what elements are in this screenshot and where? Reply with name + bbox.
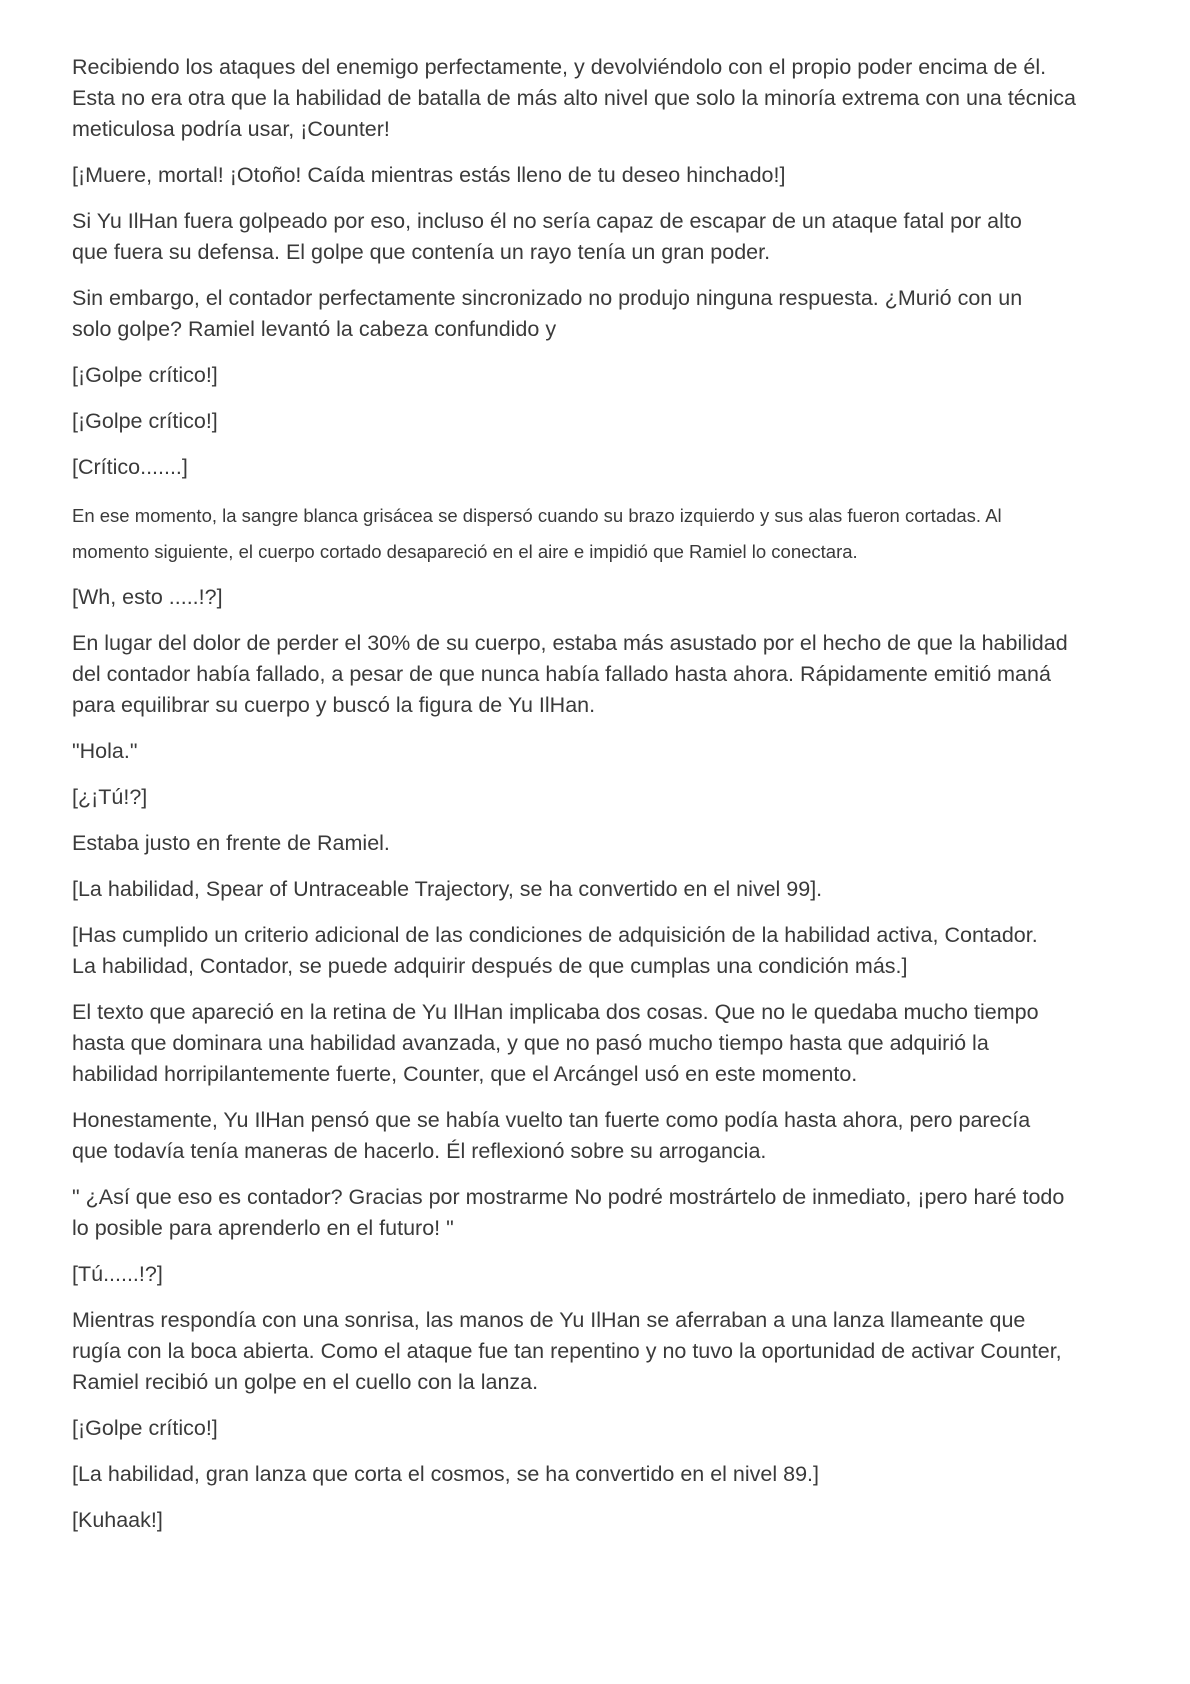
paragraph [72,360,1112,391]
text-line: [Crítico.......] [72,455,188,479]
text-line: Recibiendo los ataques del enemigo perfectamente, y devolviéndolo con el propio poder encima de él. [72,55,1047,79]
text-line: del contador había fallado, a pesar de que nunca había fallado hasta ahora. Rápidamente emitió maná [72,662,1051,686]
paragraph [72,498,1112,570]
text-line: " ¿Así que eso es contador? Gracias por mostrarme No podré mostrártelo de inmediato, ¡pero haré todo [72,1185,1065,1209]
text-line: [Wh, esto .....!?] [72,585,223,609]
text-line: "Hola." [72,739,138,763]
text-line: En lugar del dolor de perder el 30% de su cuerpo, estaba más asustado por el hecho de que la habilidad [72,631,1068,655]
paragraph [72,283,1112,345]
text-line: [¿¡Tú!?] [72,785,148,809]
text-line: Esta no era otra que la habilidad de batalla de más alto nivel que solo la minoría extrema con una técnica [72,86,1076,110]
text-line: que todavía tenía maneras de hacerlo. Él reflexionó sobre su arrogancia. [72,1139,767,1163]
paragraph [72,1459,1112,1490]
text-line: solo golpe? Ramiel levantó la cabeza confundido y [72,317,557,341]
text-line: [Kuhaak!] [72,1508,163,1532]
paragraph [72,874,1112,905]
text-line: [La habilidad, gran lanza que corta el cosmos, se ha convertido en el nivel 89.] [72,1462,819,1486]
paragraph [72,52,1112,145]
paragraph [72,160,1112,191]
text-line: habilidad horripilantemente fuerte, Counter, que el Arcángel usó en este momento. [72,1062,858,1086]
text-line: [Has cumplido un criterio adicional de las condiciones de adquisición de la habilidad activa, Contador. [72,923,1038,947]
text-line: meticulosa podría usar, ¡Counter! [72,117,390,141]
text-line: [¡Muere, mortal! ¡Otoño! Caída mientras estás lleno de tu deseo hinchado!] [72,163,786,187]
text-line: Si Yu IlHan fuera golpeado por eso, incluso él no sería capaz de escapar de un ataque fatal por alto [72,209,1022,233]
text-line: momento siguiente, el cuerpo cortado desapareció en el aire e impidió que Ramiel lo conectara. [72,541,858,562]
text-line: La habilidad, Contador, se puede adquirir después de que cumplas una condición más.] [72,954,908,978]
paragraph [72,1182,1112,1244]
text-line: Estaba justo en frente de Ramiel. [72,831,390,855]
text-line: [¡Golpe crítico!] [72,409,218,433]
text-line: rugía con la boca abierta. Como el ataque fue tan repentino y no tuvo la oportunidad de activar Counter, [72,1339,1062,1363]
text-line: Sin embargo, el contador perfectamente sincronizado no produjo ninguna respuesta. ¿Murió con un [72,286,1023,310]
paragraph [72,736,1112,767]
text-line: [Tú......!?] [72,1262,163,1286]
text-line: para equilibrar su cuerpo y buscó la figura de Yu IlHan. [72,693,596,717]
paragraph [72,997,1112,1090]
paragraph [72,920,1112,982]
text-line: Honestamente, Yu IlHan pensó que se había vuelto tan fuerte como podía hasta ahora, pero parecía [72,1108,1031,1132]
text-line: Mientras respondía con una sonrisa, las manos de Yu IlHan se aferraban a una lanza llameante que [72,1308,1026,1332]
paragraph [72,582,1112,613]
text-line: En ese momento, la sangre blanca grisácea se dispersó cuando su brazo izquierdo y sus alas fueron cortadas. Al [72,505,1002,526]
text-line: [¡Golpe crítico!] [72,1416,218,1440]
paragraph [72,406,1112,437]
text-line: Ramiel recibió un golpe en el cuello con la lanza. [72,1370,539,1394]
text-line: que fuera su defensa. El golpe que contenía un rayo tenía un gran poder. [72,240,771,264]
paragraph [72,1259,1112,1290]
paragraph [72,1305,1112,1398]
text-line: [¡Golpe crítico!] [72,363,218,387]
paragraph [72,206,1112,268]
paragraph [72,452,1112,483]
text-line: lo posible para aprenderlo en el futuro! " [72,1216,454,1240]
text-line: [La habilidad, Spear of Untraceable Trajectory, se ha convertido en el nivel 99]. [72,877,823,901]
text-line: El texto que apareció en la retina de Yu IlHan implicaba dos cosas. Que no le quedaba mucho tiempo [72,1000,1039,1024]
paragraph [72,782,1112,813]
paragraph [72,1413,1112,1444]
text-line: hasta que dominara una habilidad avanzada, y que no pasó mucho tiempo hasta que adquirió la [72,1031,989,1055]
paragraph [72,628,1112,721]
paragraph [72,1505,1112,1536]
paragraph [72,1105,1112,1167]
document-page [72,52,1112,1551]
paragraph [72,828,1112,859]
